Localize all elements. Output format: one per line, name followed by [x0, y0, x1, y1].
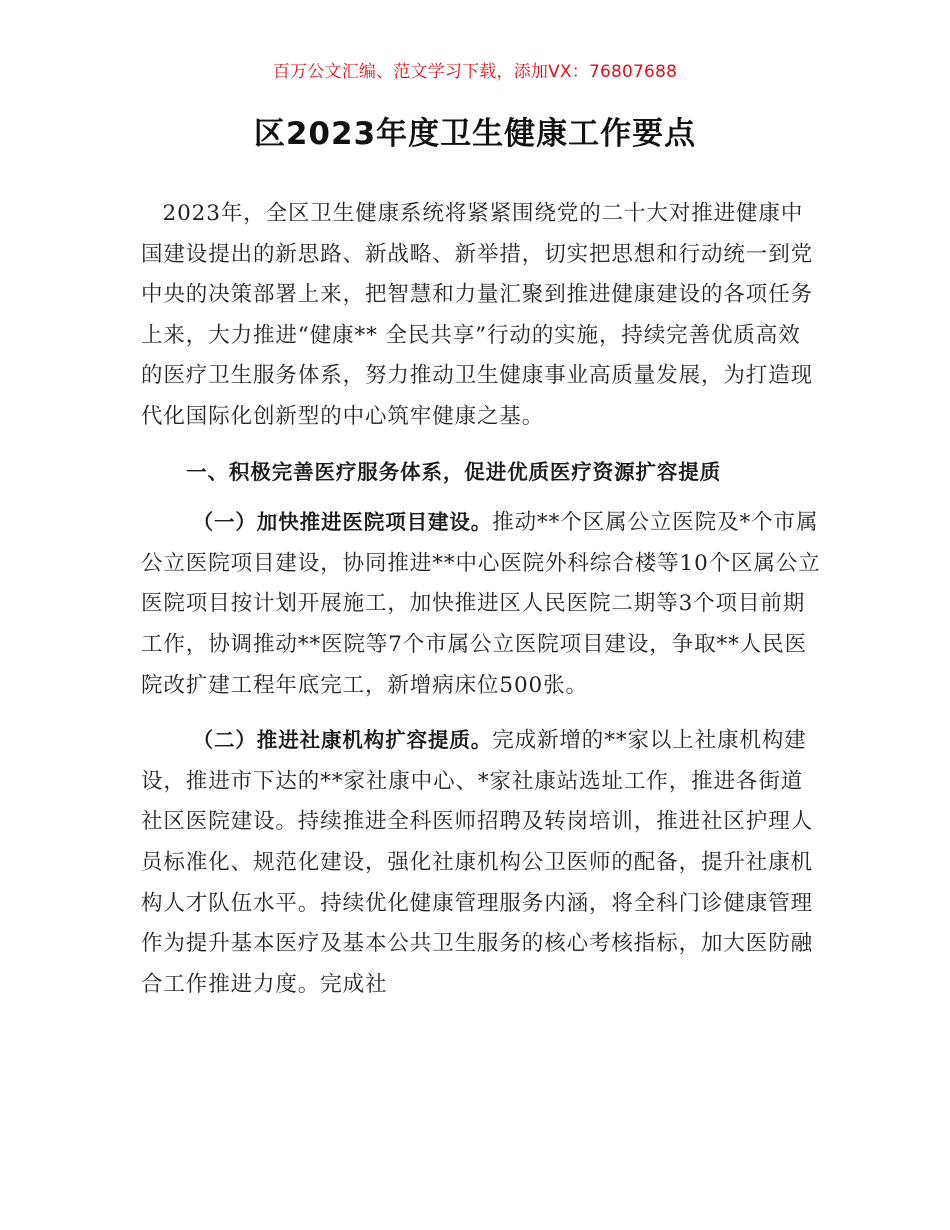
subsection-2-text: 完成新增的**家以上社康机构建设，推进市下达的**家社康中心、*家社康站选址工作，推进各街道社区医院建设。持续推进全科医师招聘及转岗培训，推进社区护理人员标准化、规范化建设，强化社康机构公卫医师的配备，提升社康机构人才队伍水平。持续优化健康管理服务内涵，将全科门诊健康管理作为提升基本医疗及基本公共卫生服务的核心考核指标，加大医防融合工作推进力度。完成社: [141, 728, 814, 997]
watermark-text: 百万公文汇编、范文学习下载，添加VX：76807688: [272, 62, 678, 82]
document-body: [141, 194, 821, 1005]
document-title: 区2023年度卫生健康工作要点: [253, 116, 697, 152]
section-1-heading: 一、积极完善医疗服务体系，促进优质医疗资源扩容提质: [186, 459, 722, 484]
subsection-1-title: （一）加快推进医院项目建设。: [192, 510, 493, 535]
subsection-1-paragraph: [141, 502, 821, 706]
subsection-2-title: （二）推进社康机构扩容提质。: [192, 728, 493, 753]
subsection-1-text: 推动**个区属公立医院及*个市属公立医院项目建设，协同推进**中心医院外科综合楼等10个区属公立医院项目按计划开展施工，加快推进区人民医院二期等3个项目前期工作，协调推动**医院等7个市属公立医院项目建设，争取**人民医院改扩建工程年底完工，新增病床位500张。: [141, 510, 821, 698]
subsection-2-paragraph: [141, 720, 821, 1005]
intro-paragraph: 2023年，全区卫生健康系统将紧紧围绕党的二十大对推进健康中国建设提出的新思路、新战略、新举措，切实把思想和行动统一到党中央的决策部署上来，把智慧和力量汇聚到推进健康建设的各项任务上来，大力推进“健康** 全民共享”行动的实施，持续完善优质高效的医疗卫生服务体系，努力推动卫生健康事业高质量发展，为打造现代化国际化创新型的中心筑牢健康之基。: [141, 201, 814, 429]
